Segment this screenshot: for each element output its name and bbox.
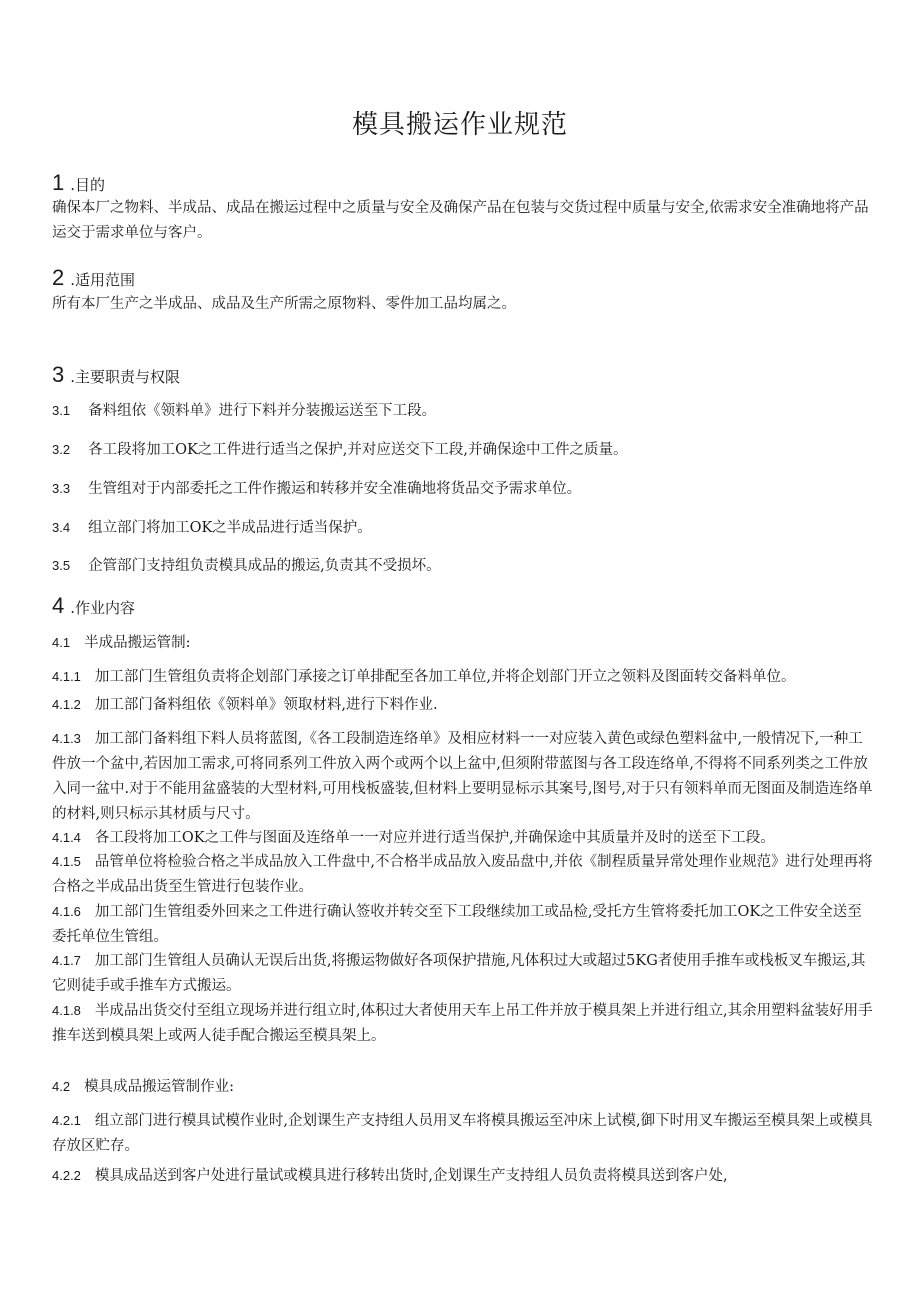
item-text: 模具成品送到客户处进行量试或模具进行移转出货时,企划课生产支持组人员负责将模具送到客户处,	[94, 1168, 728, 1184]
section-title: .作业内容	[70, 599, 136, 617]
item-number: 4.1	[52, 635, 71, 650]
item-text: 加工部门生管组人员确认无误后出货,将搬运物做好各项保护措施,凡体积过大或超过5KG者使用手推车或栈板叉车搬运,其它则徒手或手推车方式搬运。	[52, 953, 866, 994]
item-text: 各工段将加工OK之工件进行适当之保护,并对应送交下工段,并确保途中工件之质量。	[88, 442, 628, 458]
section-number: 4	[52, 593, 65, 618]
item-number: 4.1.1	[52, 669, 81, 684]
item-number: 4.1.4	[52, 830, 81, 845]
item-number: 4.1.7	[52, 953, 81, 968]
list-item	[52, 437, 874, 463]
item-text: 组立部门将加工OK之半成品进行适当保护。	[88, 520, 372, 536]
item-text: 组立部门进行模具试模作业时,企划课生产支持组人员用叉车将模具搬运至冲床上试模,御下时用叉车搬运至模具架上或模具存放区贮存。	[52, 1113, 873, 1154]
section-1-heading	[52, 170, 105, 196]
list-item	[52, 664, 874, 690]
subsection-heading	[52, 630, 874, 656]
section-title: .主要职责与权限	[70, 368, 181, 386]
list-item	[52, 825, 874, 851]
section-number: 3	[52, 362, 65, 387]
list-item	[52, 553, 874, 579]
item-number: 4.1.6	[52, 904, 81, 919]
item-number: 4.2.1	[52, 1113, 81, 1128]
item-text: 加工部门生管组委外回来之工件进行确认签收并转交至下工段继续加工或品检,受托方生管将委托加工OK之工件安全送至委托单位生管组。	[52, 904, 862, 945]
item-text: 半成品出货交付至组立现场并进行组立时,体积过大者使用天车上吊工件并放于模具架上并进行组立,其余用塑料盆装好用手推车送到模具架上或两人徒手配合搬运至模具架上。	[52, 1003, 873, 1044]
item-number: 4.2	[52, 1079, 71, 1094]
page-title: 模具搬运作业规范	[351, 110, 568, 140]
list-item	[52, 948, 874, 999]
list-item	[52, 899, 874, 950]
item-text: 加工部门备料组依《领料单》领取材料,进行下料作业.	[94, 697, 438, 713]
item-number: 4.1.5	[52, 854, 81, 869]
item-number: 4.1.2	[52, 697, 81, 712]
list-item	[52, 398, 874, 424]
section-number: 1	[52, 170, 65, 195]
list-item	[52, 692, 874, 718]
item-number: 3.2	[52, 442, 71, 457]
list-item	[52, 998, 874, 1049]
item-number: 4.2.2	[52, 1168, 81, 1183]
section-title: .适用范围	[70, 271, 136, 289]
item-number: 3.1	[52, 403, 71, 418]
list-item	[52, 1163, 874, 1189]
item-text: 品管单位将检验合格之半成品放入工件盘中,不合格半成品放入废品盘中,并依《制程质量异常处理作业规范》进行处理再将合格之半成品出货至生管进行包装作业。	[52, 854, 873, 895]
section-title: .目的	[70, 176, 106, 194]
list-item	[52, 515, 874, 541]
item-number: 4.1.8	[52, 1003, 81, 1018]
list-item	[52, 726, 874, 827]
list-item	[52, 476, 874, 502]
section-1-body: 确保本厂之物料、半成品、成品在搬运过程中之质量与安全及确保产品在包装与交货过程中质量与安全,依需求安全准确地将产品运交于需求单位与客户。	[52, 200, 869, 241]
item-text: 各工段将加工OK之工件与图面及连络单一一对应并进行适当保护,并确保途中其质量并及时的送至下工段。	[94, 830, 775, 846]
section-number: 2	[52, 265, 65, 290]
item-text: 备料组依《领料单》进行下料并分装搬运送至下工段。	[88, 403, 437, 419]
item-text: 生管组对于内部委托之工件作搬运和转移并安全准确地将货品交予需求单位。	[88, 481, 582, 497]
item-number: 3.4	[52, 520, 71, 535]
list-item	[52, 1108, 874, 1159]
item-text: 模具成品搬运管制作业:	[84, 1079, 234, 1095]
section-2-body: 所有本厂生产之半成品、成品及生产所需之原物料、零件加工品均属之。	[52, 296, 516, 312]
item-number: 3.3	[52, 481, 71, 496]
section-4-heading	[52, 593, 135, 619]
item-text: 半成品搬运管制:	[84, 635, 191, 651]
list-item	[52, 849, 874, 900]
subsection-heading	[52, 1074, 874, 1100]
item-number: 4.1.3	[52, 731, 81, 746]
section-3-heading	[52, 362, 180, 388]
item-number: 3.5	[52, 558, 71, 573]
item-text: 加工部门生管组负责将企划部门承接之订单排配至各加工单位,并将企划部门开立之领料及图面转交备料单位。	[94, 669, 796, 685]
item-text: 加工部门备料组下料人员将蓝图,《各工段制造连络单》及相应材料一一对应装入黄色或绿色塑料盆中,一般情况下,一种工件放一个盆中,若因加工需求,可将同系列工件放入两个或两个以上盆中,但须附带蓝图与各工段连络单,不得将不同系列类之工件放入同一盆中.对于不能用盆盛装的大型材料,可用栈板盛装,但材料上要明显标示其案号,图号,对于只有领料单而无图面及制造连络单的材料,则只标示其材质与尺寸。	[52, 731, 873, 822]
item-text: 企管部门支持组负责模具成品的搬运,负责其不受损坏。	[88, 558, 441, 574]
section-2-heading	[52, 265, 135, 291]
